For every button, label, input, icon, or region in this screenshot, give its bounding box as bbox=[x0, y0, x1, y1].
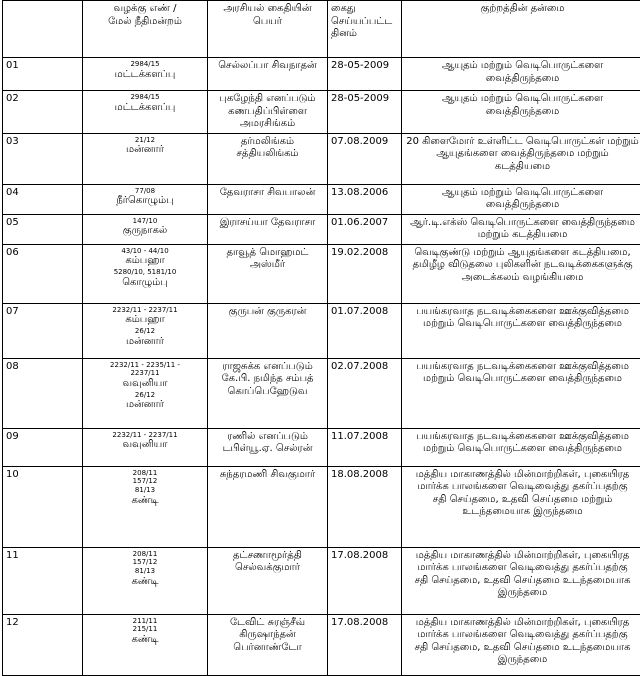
offence-cell bbox=[402, 358, 640, 428]
row-serial: 06 bbox=[3, 244, 83, 303]
offence-line: மற்றும் வெடிபொருட்களை வைத்திருந்தமை bbox=[405, 443, 640, 456]
case-line: 208/11 bbox=[86, 469, 204, 478]
prisoner-name-line: பெர்னாண்டோ bbox=[211, 642, 324, 655]
case-number-cell bbox=[83, 58, 208, 91]
prisoner-name-line: ரணில் எனப்படும் bbox=[211, 431, 324, 444]
case-line: 208/11 bbox=[86, 550, 204, 559]
arrest-date-cell: 07.08.2009 bbox=[328, 133, 402, 184]
row-serial: 09 bbox=[3, 428, 83, 466]
table-row bbox=[3, 547, 640, 614]
prisoner-name-cell bbox=[208, 244, 328, 303]
case-line: 157/12 bbox=[86, 477, 204, 486]
case-line: 5280/10, 5181/10 bbox=[86, 268, 204, 277]
prisoner-name-line: கிருஷாந்தன் bbox=[211, 629, 324, 642]
header-prisoner-line: பெயர் bbox=[211, 16, 324, 29]
case-line: 2237/11 bbox=[86, 369, 204, 378]
prisoner-name-line: செல்லப்பா சிவநாதன் bbox=[211, 60, 324, 73]
case-line: 2232/11 - 2237/11 bbox=[86, 306, 204, 315]
offence-line: கடத்தியமை bbox=[405, 161, 640, 174]
table-row bbox=[3, 214, 640, 244]
case-line: நீர்கொழும்பு bbox=[86, 195, 204, 208]
prisoner-name-cell bbox=[208, 303, 328, 358]
case-number-cell bbox=[83, 244, 208, 303]
offence-line: வெடிகுண்டு மற்றும் ஆயுதங்களை கடத்தியமை, bbox=[405, 247, 640, 260]
case-line: கண்டி bbox=[86, 634, 204, 647]
offence-cell bbox=[402, 58, 640, 91]
offence-line: வைத்திருந்தமை bbox=[405, 106, 640, 119]
arrest-date-cell: 17.08.2008 bbox=[328, 614, 402, 675]
prisoner-name-line: தர்மலிங்கம் bbox=[211, 136, 324, 149]
offence-line: மத்திய மாகாணத்தில் மின்மாற்றிகள், புகையிரத bbox=[405, 617, 640, 630]
case-number-cell bbox=[83, 214, 208, 244]
case-line: மன்னார் bbox=[86, 336, 204, 349]
prisoner-name-line: செல்வக்குமார் bbox=[211, 562, 324, 575]
offence-cell bbox=[402, 91, 640, 134]
prisoner-name-line: டபிள்யூ.ஏ. செல்ரன் bbox=[211, 443, 324, 456]
offence-line: மத்திய மாகாணத்தில் மின்மாற்றிகள், புகையிரத bbox=[405, 469, 640, 482]
table-header bbox=[3, 1, 640, 58]
offence-cell bbox=[402, 244, 640, 303]
offence-cell bbox=[402, 133, 640, 184]
header-offence bbox=[402, 1, 640, 58]
offence-cell bbox=[402, 214, 640, 244]
case-line: 81/13 bbox=[86, 486, 204, 495]
prisoner-name-line: சுந்தரமணி சிவகுமார் bbox=[211, 469, 324, 482]
case-line: 147/10 bbox=[86, 217, 204, 226]
offence-line: தமிழீழ விடுதலை புலிகளின் நடவடிக்கைகளுக்கு bbox=[405, 259, 640, 272]
case-line: வவுனியா bbox=[86, 439, 204, 452]
header-date-line: தினம் bbox=[331, 28, 398, 41]
row-serial: 02 bbox=[3, 91, 83, 134]
table-row bbox=[3, 428, 640, 466]
prisoner-name-line: கணபதிப்பிள்ளை bbox=[211, 106, 324, 119]
prisoner-table bbox=[2, 0, 640, 676]
case-number-cell bbox=[83, 91, 208, 134]
header-offence-line: குற்றத்தின் தன்மை bbox=[405, 3, 640, 16]
case-line: 26/12 bbox=[86, 391, 204, 400]
case-line: 215/11 bbox=[86, 625, 204, 634]
offence-line: ஆயுதம் மற்றும் வெடிபொருட்களை bbox=[405, 93, 640, 106]
arrest-date-cell: 19.02.2008 bbox=[328, 244, 402, 303]
case-line: 77/08 bbox=[86, 187, 204, 196]
row-serial: 11 bbox=[3, 547, 83, 614]
header-date bbox=[328, 1, 402, 58]
offence-line: மார்க்க பாலங்களை வெடிவைத்து தகர்ப்பதற்கு bbox=[405, 481, 640, 494]
row-serial: 10 bbox=[3, 466, 83, 547]
prisoner-name-cell bbox=[208, 184, 328, 214]
offence-line: இருந்தமை bbox=[405, 587, 640, 600]
header-date-line: செய்யப்பட்ட bbox=[331, 16, 398, 29]
offence-line: மற்றும் கடத்தியமை bbox=[405, 229, 640, 242]
offence-cell bbox=[402, 303, 640, 358]
prisoner-name-cell bbox=[208, 91, 328, 134]
table-row bbox=[3, 244, 640, 303]
offence-cell bbox=[402, 428, 640, 466]
table-row bbox=[3, 303, 640, 358]
case-number-cell bbox=[83, 547, 208, 614]
table-row bbox=[3, 184, 640, 214]
case-line: 2232/11 - 2235/11 - bbox=[86, 361, 204, 370]
prisoner-name-line: தேவராசா சிவபாலன் bbox=[211, 187, 324, 200]
case-line: 2984/15 bbox=[86, 93, 204, 102]
case-line: 21/12 bbox=[86, 136, 204, 145]
prisoner-name-cell bbox=[208, 358, 328, 428]
prisoner-name-line: அஸ்மீர் bbox=[211, 259, 324, 272]
row-serial: 08 bbox=[3, 358, 83, 428]
prisoner-name-cell bbox=[208, 614, 328, 675]
table-row bbox=[3, 614, 640, 675]
row-serial: 01 bbox=[3, 58, 83, 91]
offence-line: பயங்கரவாத நடவடிக்கைகளை ஊக்குவித்தமை bbox=[405, 361, 640, 374]
table-row bbox=[3, 466, 640, 547]
table-row bbox=[3, 91, 640, 134]
offence-line: மற்றும் வெடிபொருட்களை வைத்திருந்தமை bbox=[405, 318, 640, 331]
prisoner-name-line: புகழேந்தி எனப்படும் bbox=[211, 93, 324, 106]
prisoner-name-cell bbox=[208, 547, 328, 614]
header-prisoner-line: அரசியல் கைதியின் bbox=[211, 3, 324, 16]
header-prisoner bbox=[208, 1, 328, 58]
header-date-line: கைது bbox=[331, 3, 398, 16]
offence-line: மத்திய மாகாணத்தில் மின்மாற்றிகள், புகையிரத bbox=[405, 550, 640, 563]
table-row bbox=[3, 358, 640, 428]
case-line: கண்டி bbox=[86, 576, 204, 589]
case-line: வவுனியா bbox=[86, 378, 204, 391]
header-case-line: மேல் நீதிமன்றம் bbox=[86, 16, 204, 29]
case-line: மட்டக்களப்பு bbox=[86, 102, 204, 115]
case-line: 157/12 bbox=[86, 558, 204, 567]
case-line: குருநாகல் bbox=[86, 225, 204, 238]
case-line: 2232/11 - 2237/11 bbox=[86, 431, 204, 440]
prisoner-name-cell bbox=[208, 428, 328, 466]
offence-cell bbox=[402, 466, 640, 547]
case-number-cell bbox=[83, 614, 208, 675]
offence-line: மார்க்க பாலங்களை வெடிவைத்து தகர்ப்பதற்கு bbox=[405, 629, 640, 642]
arrest-date-cell: 28-05-2009 bbox=[328, 91, 402, 134]
case-line: 43/10 - 44/10 bbox=[86, 247, 204, 256]
offence-line: சதி செய்தமை, உதவி செய்தமை உடந்தமையாக bbox=[405, 642, 640, 655]
case-number-cell bbox=[83, 133, 208, 184]
case-number-cell bbox=[83, 184, 208, 214]
row-serial: 04 bbox=[3, 184, 83, 214]
header-row bbox=[3, 1, 640, 58]
case-line: கொழும்பு bbox=[86, 277, 204, 290]
row-serial: 12 bbox=[3, 614, 83, 675]
offence-line: வைத்திருந்தமை bbox=[405, 199, 640, 212]
case-line: 26/12 bbox=[86, 327, 204, 336]
arrest-date-cell: 13.08.2006 bbox=[328, 184, 402, 214]
prisoner-name-line: சத்தியலிங்கம் bbox=[211, 148, 324, 161]
case-line: மன்னார் bbox=[86, 144, 204, 157]
offence-line: ஆர்.டி.எக்ஸ் வெடிபொருட்களை வைத்திருந்தமை bbox=[405, 217, 640, 230]
case-line: மன்னார் bbox=[86, 399, 204, 412]
offence-line: வைத்திருந்தமை bbox=[405, 73, 640, 86]
arrest-date-cell: 17.08.2008 bbox=[328, 547, 402, 614]
row-serial: 05 bbox=[3, 214, 83, 244]
offence-line: மார்க்க பாலங்களை வெடிவைத்து தகர்ப்பதற்கு bbox=[405, 562, 640, 575]
arrest-date-cell: 28-05-2009 bbox=[328, 58, 402, 91]
offence-line: சதி செய்தமை, உதவி செய்தமை உடந்தமையாக bbox=[405, 575, 640, 588]
case-number-cell bbox=[83, 303, 208, 358]
arrest-date-cell: 01.06.2007 bbox=[328, 214, 402, 244]
prisoner-name-cell bbox=[208, 133, 328, 184]
prisoner-name-line: கொப்பெஹேடுவ bbox=[211, 386, 324, 399]
row-serial: 03 bbox=[3, 133, 83, 184]
header-case-line: வழக்கு எண் / bbox=[86, 3, 204, 16]
arrest-date-cell: 11.07.2008 bbox=[328, 428, 402, 466]
offence-cell bbox=[402, 614, 640, 675]
offence-line: ஆயுதம் மற்றும் வெடிபொருட்களை bbox=[405, 60, 640, 73]
header-case-no bbox=[83, 1, 208, 58]
prisoner-name-line: தட்சணாமூர்த்தி bbox=[211, 550, 324, 563]
offence-line: 20 கிளைமோர் உள்ளிட்ட வெடிபொருட்கள் மற்றும் bbox=[405, 136, 640, 149]
prisoner-name-line: டேவிட் சுரஞ்சீவ் bbox=[211, 617, 324, 630]
prisoner-name-cell bbox=[208, 58, 328, 91]
case-line: கண்டி bbox=[86, 495, 204, 508]
prisoner-name-line: ராஜசுக்க எனப்படும் bbox=[211, 361, 324, 374]
arrest-date-cell: 18.08.2008 bbox=[328, 466, 402, 547]
case-line: 81/13 bbox=[86, 567, 204, 576]
table-row bbox=[3, 133, 640, 184]
case-line: 2984/15 bbox=[86, 60, 204, 69]
prisoner-name-line: குருபன் குருகரன் bbox=[211, 306, 324, 319]
offence-line: உடந்தமையாக இருந்தமை bbox=[405, 506, 640, 519]
table-body bbox=[3, 58, 640, 676]
offence-cell bbox=[402, 547, 640, 614]
offence-line: சதி செய்தமை, உதவி செய்தமை மற்றும் bbox=[405, 494, 640, 507]
case-number-cell bbox=[83, 358, 208, 428]
arrest-date-cell: 02.07.2008 bbox=[328, 358, 402, 428]
header-serial bbox=[3, 1, 83, 58]
prisoner-name-cell bbox=[208, 214, 328, 244]
row-serial: 07 bbox=[3, 303, 83, 358]
offence-line: பயங்கரவாத நடவடிக்கைகளை ஊக்குவித்தமை bbox=[405, 431, 640, 444]
offence-line: இருந்தமை bbox=[405, 654, 640, 667]
case-line: கம்பஹா bbox=[86, 255, 204, 268]
offence-line: அடைக்கலம் வழங்கியமை bbox=[405, 272, 640, 285]
case-number-cell bbox=[83, 466, 208, 547]
prisoner-name-line: தாவூத் மொஹமட் bbox=[211, 247, 324, 260]
case-line: 211/11 bbox=[86, 617, 204, 626]
arrest-date-cell: 01.07.2008 bbox=[328, 303, 402, 358]
offence-line: மற்றும் வெடிபொருட்களை வைத்திருந்தமை bbox=[405, 373, 640, 386]
prisoner-name-line: அமரசிங்கம் bbox=[211, 118, 324, 131]
prisoner-name-line: இராசய்யா தேவராசா bbox=[211, 217, 324, 230]
offence-line: ஆயுதங்களை வைத்திருந்தமை மற்றும் bbox=[405, 148, 640, 161]
case-number-cell bbox=[83, 428, 208, 466]
prisoner-name-line: கே.பி. நமிந்த சம்பத் bbox=[211, 373, 324, 386]
prisoner-name-cell bbox=[208, 466, 328, 547]
case-line: மட்டக்களப்பு bbox=[86, 69, 204, 82]
case-line: கம்பஹா bbox=[86, 314, 204, 327]
offence-line: பயங்கரவாத நடவடிக்கைகளை ஊக்குவித்தமை bbox=[405, 306, 640, 319]
offence-cell bbox=[402, 184, 640, 214]
offence-line: ஆயுதம் மற்றும் வெடிபொருட்களை bbox=[405, 187, 640, 200]
table-row bbox=[3, 58, 640, 91]
